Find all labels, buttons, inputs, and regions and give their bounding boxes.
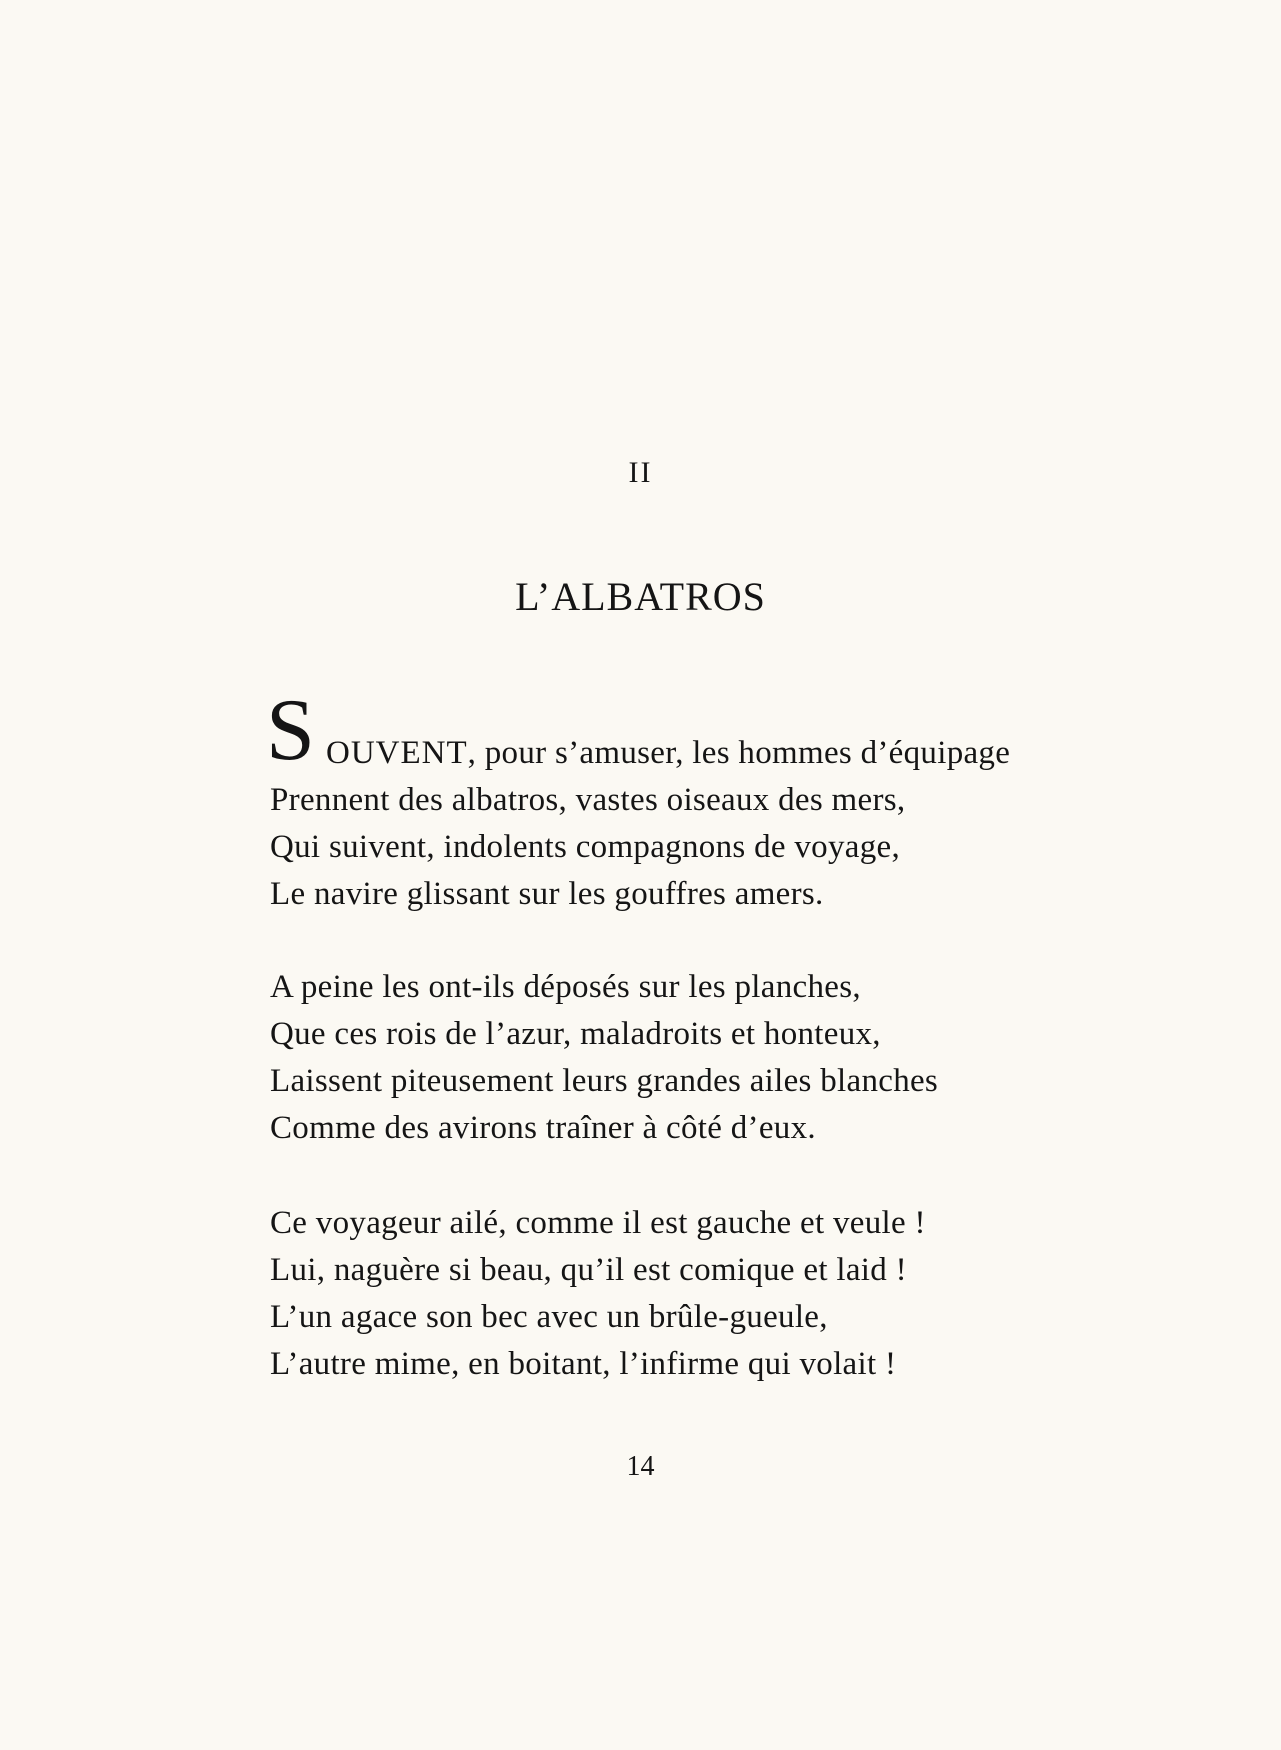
page-number: 14 [626, 1451, 655, 1482]
poem-line-6: Que ces rois de l’azur, maladroits et honteux, [270, 1016, 881, 1052]
drop-cap: S [266, 682, 316, 779]
poem-line-5: A peine les ont-ils déposés sur les planches, [270, 969, 861, 1005]
poem-line-3: Qui suivent, indolents compagnons de voyage, [270, 829, 901, 865]
poem-line-8: Comme des avirons traîner à côté d’eux. [270, 1110, 816, 1146]
poem-line-4: Le navire glissant sur les gouffres amers. [270, 876, 824, 912]
poem-line-10: Lui, naguère si beau, qu’il est comique et laid ! [270, 1252, 907, 1288]
poem-line-11: L’un agace son bec avec un brûle-gueule, [270, 1299, 828, 1335]
poem-line-9: Ce voyageur ailé, comme il est gauche et veule ! [270, 1205, 926, 1241]
poem-line-2: Prennent des albatros, vastes oiseaux des mers, [270, 782, 906, 818]
poem-title: L’ALBATROS [515, 574, 766, 619]
first-line-text [326, 735, 1010, 772]
section-number: II [628, 456, 653, 489]
first-word-caps: OUVENT [326, 735, 468, 771]
poem-line-7: Laissent piteusement leurs grandes ailes blanches [270, 1063, 939, 1099]
poem-line-12: L’autre mime, en boitant, l’infirme qui volait ! [270, 1346, 897, 1382]
first-line-rest: , pour s’amuser, les hommes d’équipage [467, 735, 1011, 771]
